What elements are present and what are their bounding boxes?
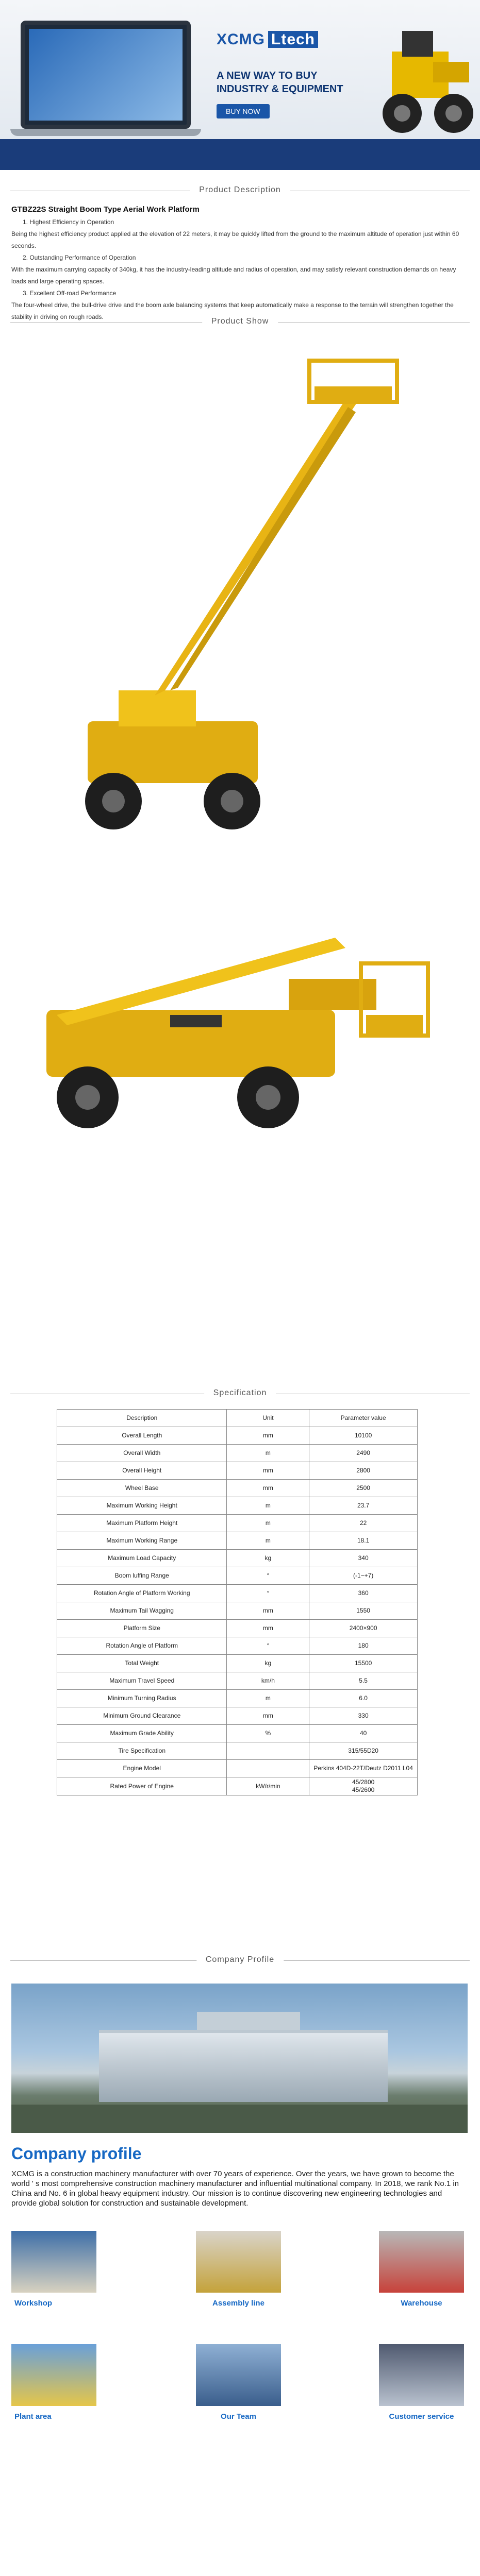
spec-cell: 180 — [309, 1637, 418, 1655]
spec-row — [57, 1690, 418, 1707]
spec-header-cell: Description — [57, 1410, 227, 1427]
our-team-photo — [196, 2344, 281, 2406]
tile-label-assembly-line: Assembly line — [212, 2299, 264, 2308]
spec-cell: Boom luffing Range — [57, 1567, 227, 1585]
spec-cell: 23.7 — [309, 1497, 418, 1515]
spec-row — [57, 1725, 418, 1742]
spec-cell: Rotation Angle of Platform Working — [57, 1585, 227, 1602]
specification-table — [57, 1409, 418, 1795]
spec-row — [57, 1742, 418, 1760]
spec-cell: Rotation Angle of Platform — [57, 1637, 227, 1655]
tile-label-our-team: Our Team — [221, 2412, 256, 2421]
aerial-platform-illustration — [0, 330, 480, 1365]
spec-row — [57, 1760, 418, 1777]
spec-cell — [227, 1742, 309, 1760]
spec-cell: Engine Model — [57, 1760, 227, 1777]
tile-label-workshop: Workshop — [14, 2299, 53, 2308]
spec-cell: 1550 — [309, 1602, 418, 1620]
spec-cell: kg — [227, 1655, 309, 1672]
spec-cell: Tire Specification — [57, 1742, 227, 1760]
spec-cell: 5.5 — [309, 1672, 418, 1690]
spec-row — [57, 1777, 418, 1795]
spec-cell: Minimum Turning Radius — [57, 1690, 227, 1707]
section-header-show: Product Show — [0, 314, 480, 330]
spec-cell: mm — [227, 1602, 309, 1620]
spec-row — [57, 1532, 418, 1550]
assembly-line-photo — [196, 2231, 281, 2293]
spec-cell: Maximum Working Range — [57, 1532, 227, 1550]
product-description: GTBZ22S Straight Boom Type Aerial Work Platform 1. Highest Efficiency in Operation Being the highest efficiency product applied at the elevation of 22 meters, it may be quickly lifted from the ground to the maximum altitude of operation just within 60 seconds. 2. Outstanding Performance of Operation With the maximum carrying capacity of 340kg, it has the industry-leading altitude and radius of operation, and may satisfy relevant construction demands on heavy loads and large operating spaces. 3. Excellent Off-road Performance The four-wheel drive, the bull-drive drive and the boom axle balancing systems that keep automatically make a response to the terrain will strengthen together the stability in driving on rough roads. — [11, 204, 465, 323]
section-header-description: Product Description — [0, 183, 480, 198]
spec-row — [57, 1602, 418, 1620]
spec-row — [57, 1567, 418, 1585]
spec-cell: 18.1 — [309, 1532, 418, 1550]
tile-label-customer-service: Customer service — [389, 2412, 454, 2421]
spec-cell: 315/55D20 — [309, 1742, 418, 1760]
spec-cell: ° — [227, 1567, 309, 1585]
spec-cell: kW/r/min — [227, 1777, 309, 1795]
spec-cell: m — [227, 1497, 309, 1515]
spec-row — [57, 1637, 418, 1655]
spec-cell: Overall Length — [57, 1427, 227, 1445]
tile-label-warehouse: Warehouse — [401, 2299, 442, 2308]
wheel-loader-image — [371, 21, 474, 139]
laptop-illustration — [21, 21, 191, 129]
spec-row — [57, 1427, 418, 1445]
spec-cell: m — [227, 1532, 309, 1550]
spec-cell: ° — [227, 1637, 309, 1655]
banner-brand: XCMG Ltech — [217, 31, 371, 48]
plant-area-photo — [11, 2344, 96, 2406]
spec-cell: 2400×900 — [309, 1620, 418, 1637]
spec-row — [57, 1585, 418, 1602]
banner-brand-area — [217, 31, 371, 129]
spec-cell: Total Weight — [57, 1655, 227, 1672]
spec-cell: 330 — [309, 1707, 418, 1725]
spec-cell: m — [227, 1445, 309, 1462]
spec-row — [57, 1550, 418, 1567]
spec-cell: m — [227, 1690, 309, 1707]
spec-cell: Wheel Base — [57, 1480, 227, 1497]
spec-cell: km/h — [227, 1672, 309, 1690]
spec-row — [57, 1655, 418, 1672]
tile-label-plant-area: Plant area — [14, 2412, 52, 2421]
spec-row — [57, 1497, 418, 1515]
spec-cell: mm — [227, 1480, 309, 1497]
spec-row — [57, 1480, 418, 1497]
spec-cell: ° — [227, 1585, 309, 1602]
spec-cell: Maximum Load Capacity — [57, 1550, 227, 1567]
warehouse-photo — [379, 2231, 464, 2293]
product-show-images — [0, 330, 480, 1365]
spec-cell: Maximum Grade Ability — [57, 1725, 227, 1742]
spec-cell: 40 — [309, 1725, 418, 1742]
spec-cell: mm — [227, 1707, 309, 1725]
headquarters-photo — [11, 1984, 468, 2133]
spec-row — [57, 1672, 418, 1690]
spec-cell: 22 — [309, 1515, 418, 1532]
spec-cell: Minimum Ground Clearance — [57, 1707, 227, 1725]
spec-header-cell: Unit — [227, 1410, 309, 1427]
spec-cell: m — [227, 1515, 309, 1532]
spec-header-cell: Parameter value — [309, 1410, 418, 1427]
company-profile-text: XCMG is a construction machinery manufacturer with over 70 years of experience. Over the years, we have grown to become the world ' s most comprehensive construction machinery manufacturer and influential multinational company. In 2018, we rank No.1 in China and No. 6 in global heavy equipment industry. Our mission is to continue discovering new engineering technologies and provide global solution for construction and sustainable development. — [11, 2170, 459, 2208]
spec-cell: 360 — [309, 1585, 418, 1602]
spec-cell: 45/2800 45/2600 — [309, 1777, 418, 1795]
spec-cell: Perkins 404D-22T/Deutz D2011 L04 — [309, 1760, 418, 1777]
spec-cell: Platform Size — [57, 1620, 227, 1637]
section-header-company: Company Profile — [0, 1953, 480, 1968]
spec-cell: mm — [227, 1462, 309, 1480]
spec-cell: Overall Height — [57, 1462, 227, 1480]
spec-row — [57, 1515, 418, 1532]
spec-cell: Maximum Travel Speed — [57, 1672, 227, 1690]
spec-row — [57, 1462, 418, 1480]
spec-cell: mm — [227, 1620, 309, 1637]
spec-cell — [227, 1760, 309, 1777]
spec-cell: Maximum Tail Wagging — [57, 1602, 227, 1620]
spec-cell: 340 — [309, 1550, 418, 1567]
spec-cell: 15500 — [309, 1655, 418, 1672]
section-header-specification: Specification — [0, 1386, 480, 1401]
spec-cell: 6.0 — [309, 1690, 418, 1707]
spec-cell: 2490 — [309, 1445, 418, 1462]
spec-cell: mm — [227, 1427, 309, 1445]
spec-row — [57, 1620, 418, 1637]
spec-cell: (-1~+7) — [309, 1567, 418, 1585]
spec-cell: Maximum Working Height — [57, 1497, 227, 1515]
spec-cell: kg — [227, 1550, 309, 1567]
product-title: GTBZ22S Straight Boom Type Aerial Work Platform — [11, 205, 200, 214]
spec-cell: 10100 — [309, 1427, 418, 1445]
workshop-photo — [11, 2231, 96, 2293]
spec-cell: Maximum Platform Height — [57, 1515, 227, 1532]
hero-banner[interactable] — [0, 0, 480, 170]
spec-cell: Rated Power of Engine — [57, 1777, 227, 1795]
spec-row — [57, 1445, 418, 1462]
spec-row — [57, 1707, 418, 1725]
customer-service-photo — [379, 2344, 464, 2406]
spec-cell: Overall Width — [57, 1445, 227, 1462]
spec-cell: 2800 — [309, 1462, 418, 1480]
banner-tagline: A NEW WAY TO BUY INDUSTRY & EQUIPMENT — [217, 70, 343, 95]
spec-cell: % — [227, 1725, 309, 1742]
spec-header-row — [57, 1410, 418, 1427]
spec-cell: 2500 — [309, 1480, 418, 1497]
buy-now-button[interactable]: BUY NOW — [217, 104, 270, 118]
company-profile-title: Company profile — [11, 2144, 142, 2163]
